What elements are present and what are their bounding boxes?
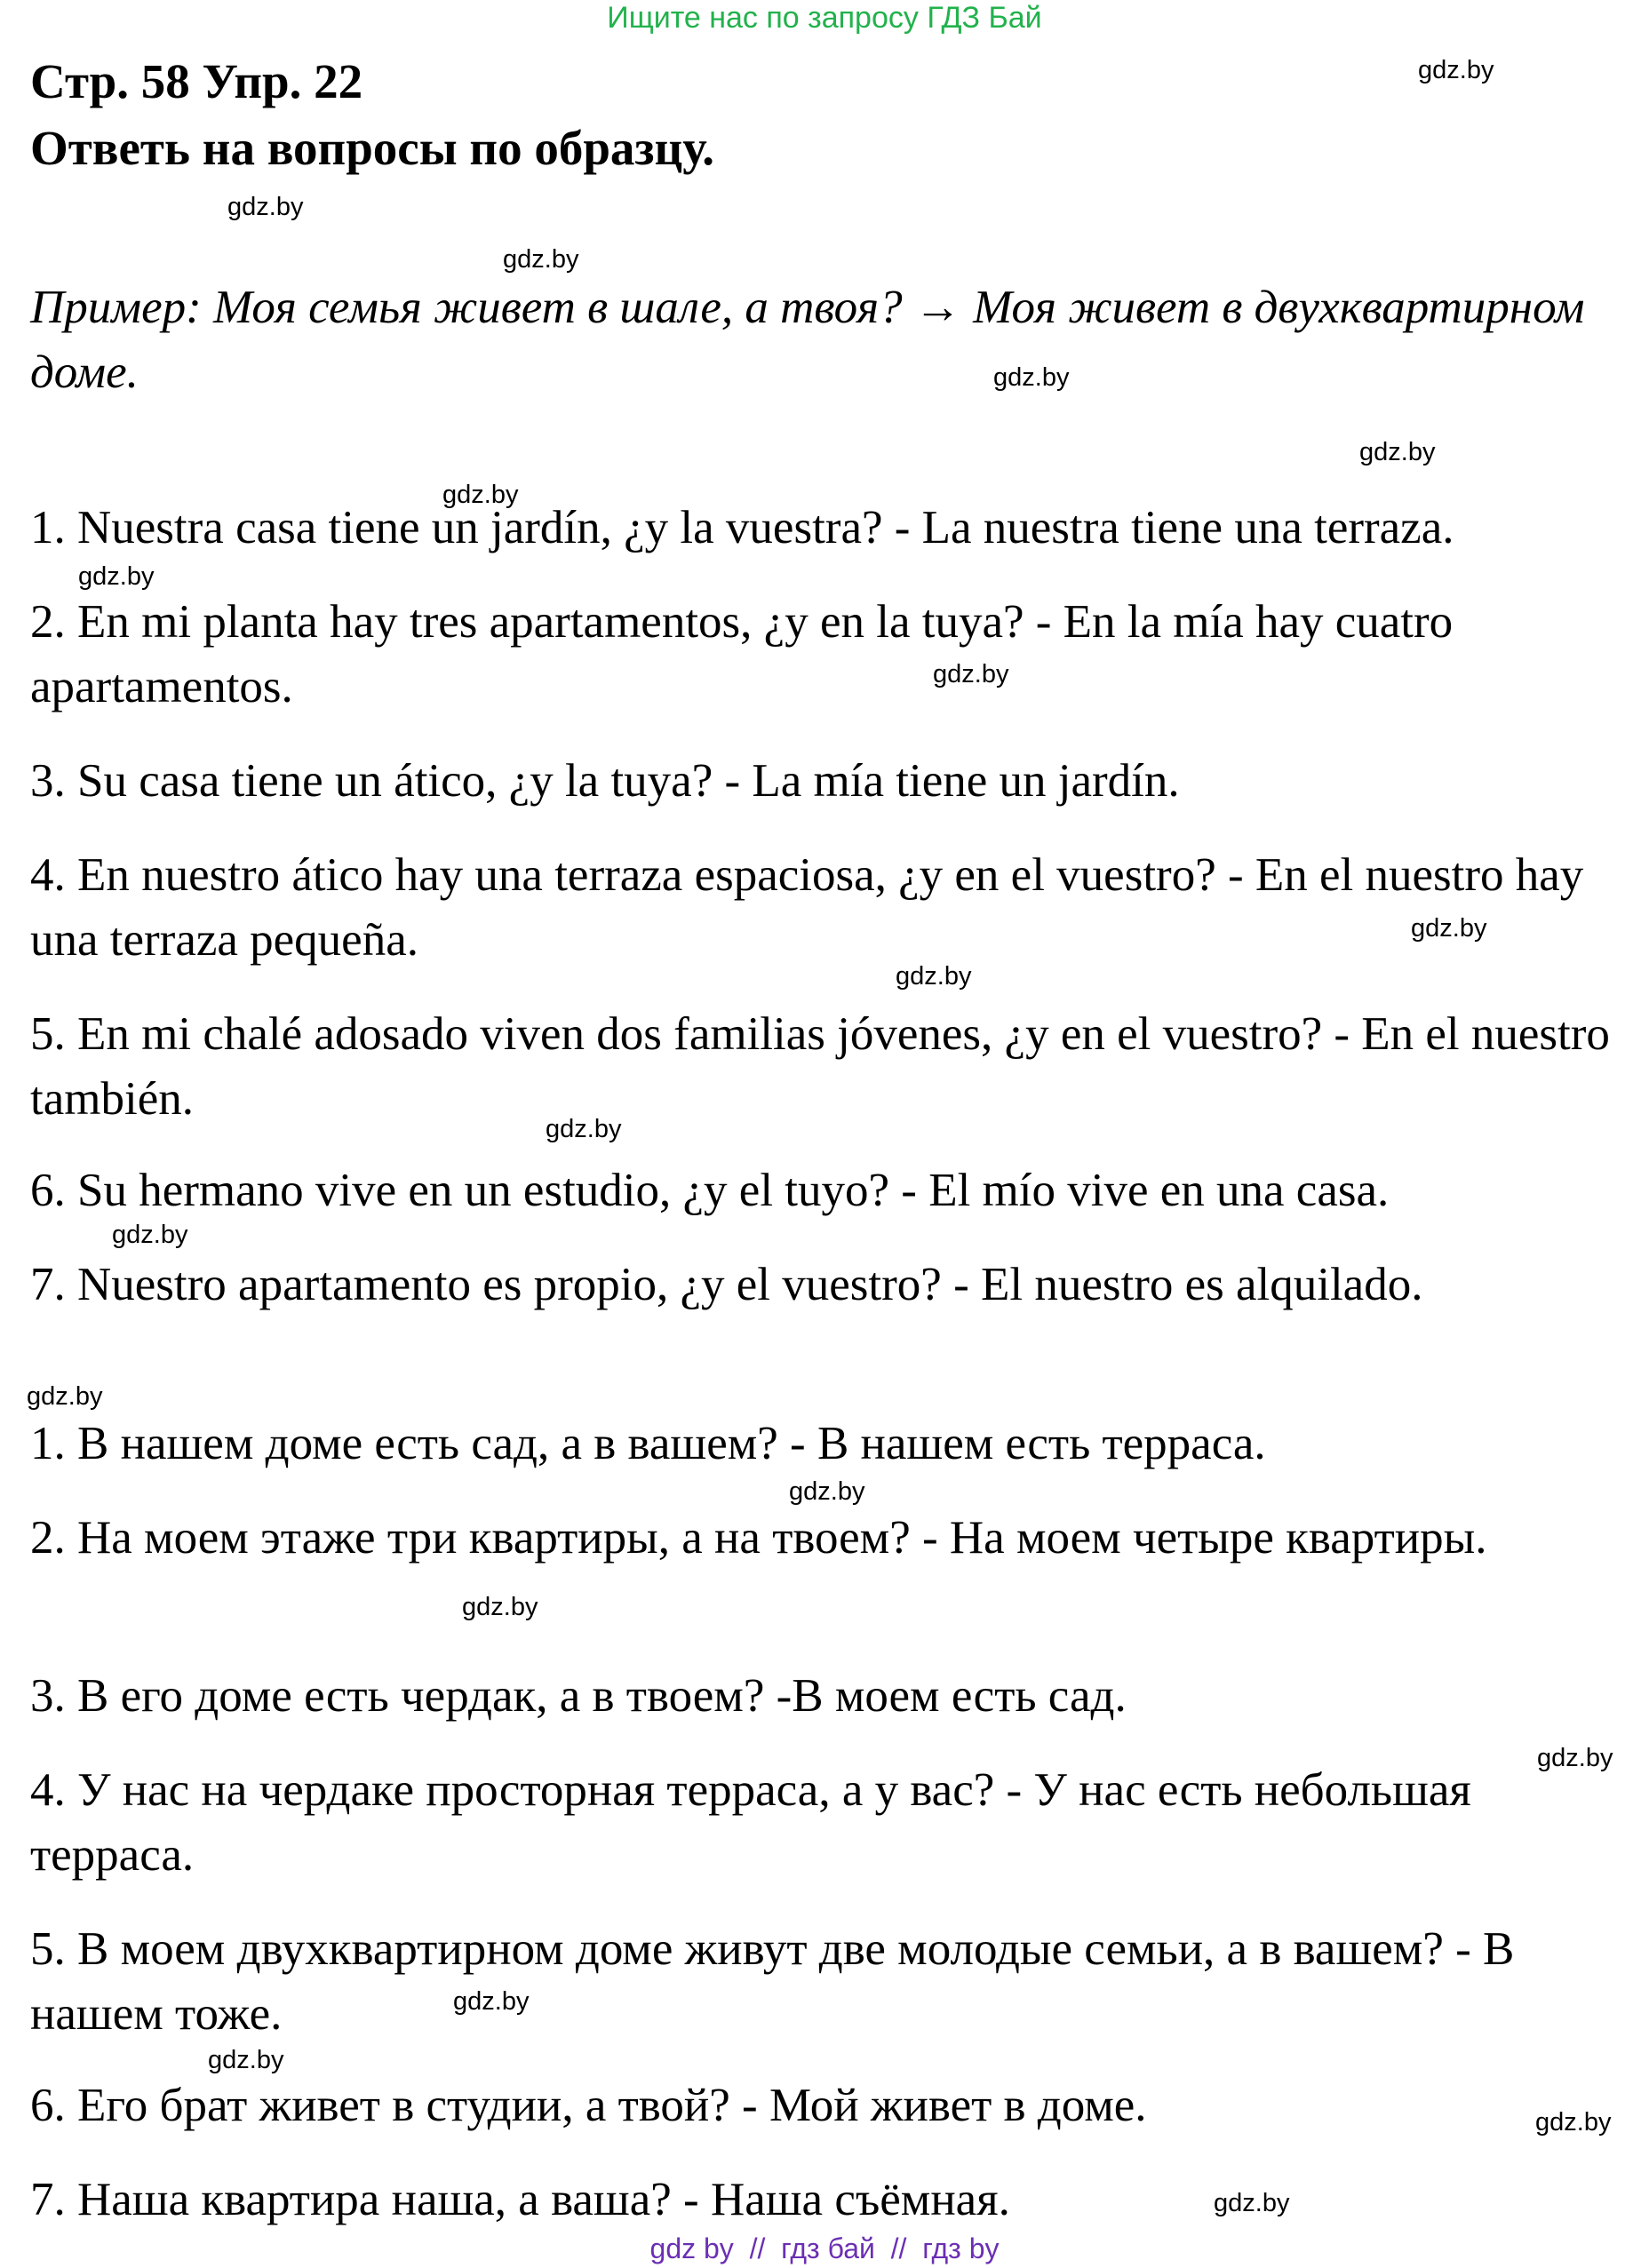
watermark: gdz.by	[993, 363, 1070, 392]
watermark: gdz.by	[1535, 2108, 1612, 2137]
page-title: Стр. 58 Упр. 22	[30, 54, 363, 108]
task-instruction: Ответь на вопросы по образцу.	[30, 121, 714, 175]
spanish-answer-1: 1. Nuestra casa tiene un jardín, ¿y la vuestra? - La nuestra tiene una terraza.	[30, 502, 1454, 553]
watermark: gdz.by	[462, 1593, 538, 1621]
watermark: gdz.by	[1214, 2189, 1290, 2217]
watermark: gdz.by	[933, 660, 1009, 688]
watermark: gdz.by	[208, 2046, 284, 2074]
footer-links: gdz by // гдз бай // гдз by	[649, 2232, 1000, 2264]
watermark: gdz.by	[503, 245, 579, 274]
watermark: gdz.by	[1418, 56, 1494, 84]
spanish-answer-5: 5. En mi chalé adosado viven dos familias jóvenes, ¿y en el vuestro? - En el nuestro también.	[30, 1008, 1610, 1125]
spanish-answer-4: 4. En nuestro ático hay una terraza espaciosa, ¿y en el vuestro? - En el nuestro hay una terraza pequeña.	[30, 849, 1584, 966]
watermark: gdz.by	[78, 562, 155, 591]
watermark: gdz.by	[546, 1115, 622, 1143]
watermark: gdz.by	[1359, 438, 1436, 466]
watermark: gdz.by	[896, 962, 972, 991]
watermark: gdz.by	[27, 1382, 103, 1411]
spanish-answer-2: 2. En mi planta hay tres apartamentos, ¿y en la tuya? - En la mía hay cuatro apartamentos.	[30, 596, 1454, 712]
watermark: gdz.by	[453, 1987, 530, 2016]
russian-answer-7: 7. Наша квартира наша, а ваша? - Наша съёмная.	[30, 2174, 1010, 2225]
spanish-answer-6: 6. Su hermano vive en un estudio, ¿y el tuyo? - El mío vive en una casa.	[30, 1165, 1390, 1216]
example-text: Пример: Моя семья живет в шале, а твоя? → Моя живет в двухквартирном доме.	[30, 282, 1585, 398]
watermark: gdz.by	[112, 1221, 188, 1249]
russian-answer-1: 1. В нашем доме есть сад, а в вашем? - В нашем есть терраса.	[30, 1418, 1266, 1469]
watermark: gdz.by	[227, 193, 304, 221]
russian-answer-4: 4. У нас на чердаке просторная терраса, а у вас? - У нас есть небольшая терраса.	[30, 1764, 1471, 1881]
watermark: gdz.by	[789, 1477, 865, 1506]
spanish-answer-7: 7. Nuestro apartamento es propio, ¿y el vuestro? - El nuestro es alquilado.	[30, 1259, 1423, 1310]
russian-answer-2: 2. На моем этаже три квартиры, а на твоем? - На моем четыре квартиры.	[30, 1512, 1487, 1564]
watermark: gdz.by	[1537, 1744, 1613, 1772]
watermark: gdz.by	[1411, 914, 1487, 943]
russian-answer-3: 3. В его доме есть чердак, а в твоем? -В моем есть сад.	[30, 1670, 1127, 1722]
top-banner: Ищите нас по запросу ГДЗ Бай	[607, 1, 1042, 35]
spanish-answer-3: 3. Su casa tiene un ático, ¿y la tuya? - La mía tiene un jardín.	[30, 755, 1180, 807]
watermark: gdz.by	[442, 481, 519, 509]
russian-answer-5: 5. В моем двухквартирном доме живут две молодые семьи, а в вашем? - В нашем тоже.	[30, 1923, 1515, 2040]
russian-answer-6: 6. Его брат живет в студии, а твой? - Мой живет в доме.	[30, 2080, 1147, 2131]
